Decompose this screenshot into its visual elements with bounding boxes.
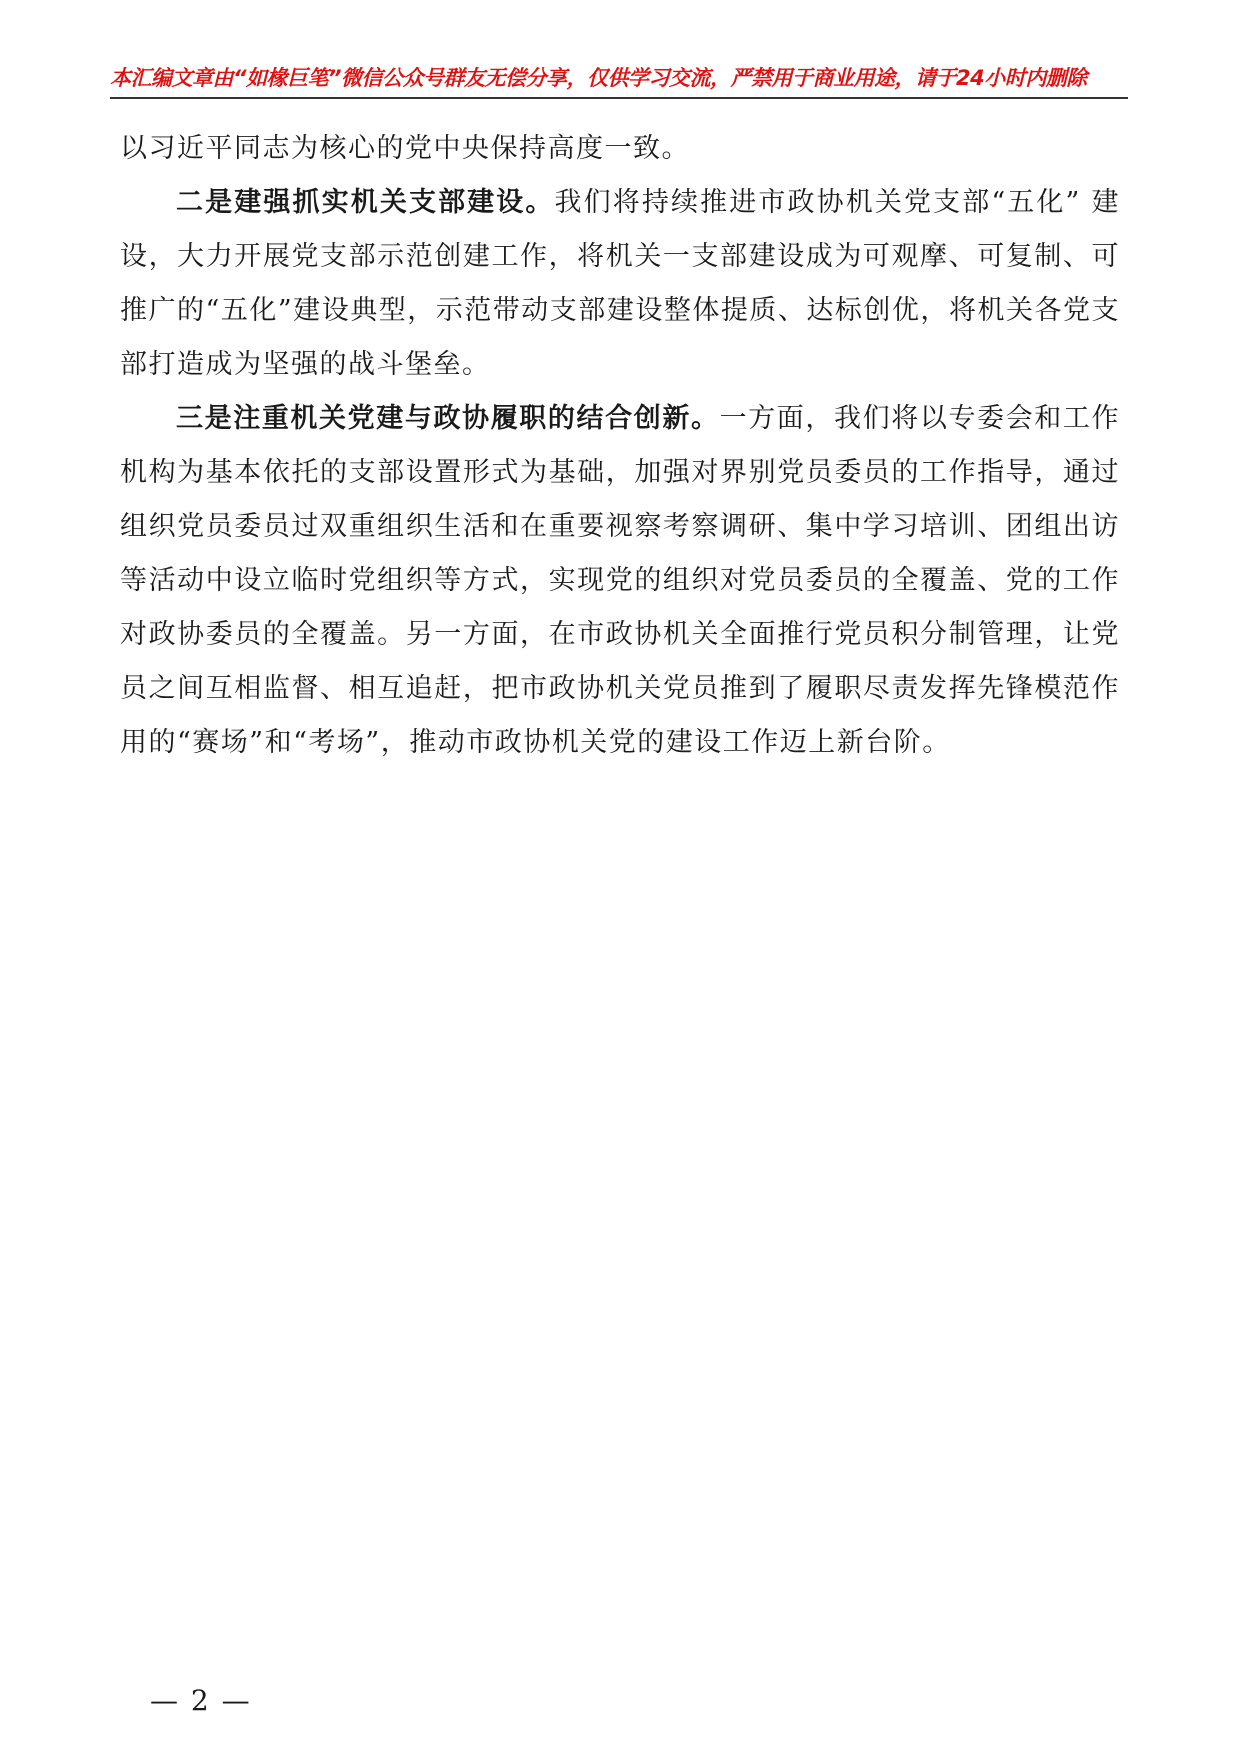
paragraph-integration-innovation [120, 392, 1120, 770]
paragraph-text: 我们将持续推进市政协机关党支部“五化” 建设，大力开展党支部示范创建工作，将机关一支部建设成为可观摩、可复制、可推广的“五化”建设典型，示范带动支部建设整体提质、达标创优，将机关各党支部打造成为坚强的战斗堡垒。 [120, 187, 1120, 380]
paragraph-text: 一方面，我们将以专委会和工作机构为基本依托的支部设置形式为基础，加强对界别党员委员的工作指导，通过组织党员委员过双重组织生活和在重要视察考察调研、集中学习培训、团组出访等活动中设立临时党组织等方式，实现党的组织对党员委员的全覆盖、党的工作对政协委员的全覆盖。另一方面，在市政协机关全面推行党员积分制管理，让党员之间互相监督、相互追赶，把市政协机关党员推到了履职尽责发挥先锋模范作用的“赛场”和“考场”，推动市政协机关党的建设工作迈上新台阶。 [120, 403, 1120, 758]
document-body [120, 122, 1120, 770]
paragraph-branch-building [120, 176, 1120, 392]
paragraph-lead: 二是建强抓实机关支部建设。 [176, 187, 555, 218]
page-number: — 2 — [150, 1684, 252, 1717]
disclaimer-banner: 本汇编文章由“如椽巨笔”微信公众号群友无偿分享，仅供学习交流，严禁用于商业用途，请于24小时内删除 [110, 66, 1087, 90]
paragraph-continuation [120, 122, 1120, 176]
header-divider [110, 97, 1128, 99]
paragraph-lead: 三是注重机关党建与政协履职的结合创新。 [176, 403, 720, 434]
paragraph-text: 以习近平同志为核心的党中央保持高度一致。 [120, 133, 690, 164]
